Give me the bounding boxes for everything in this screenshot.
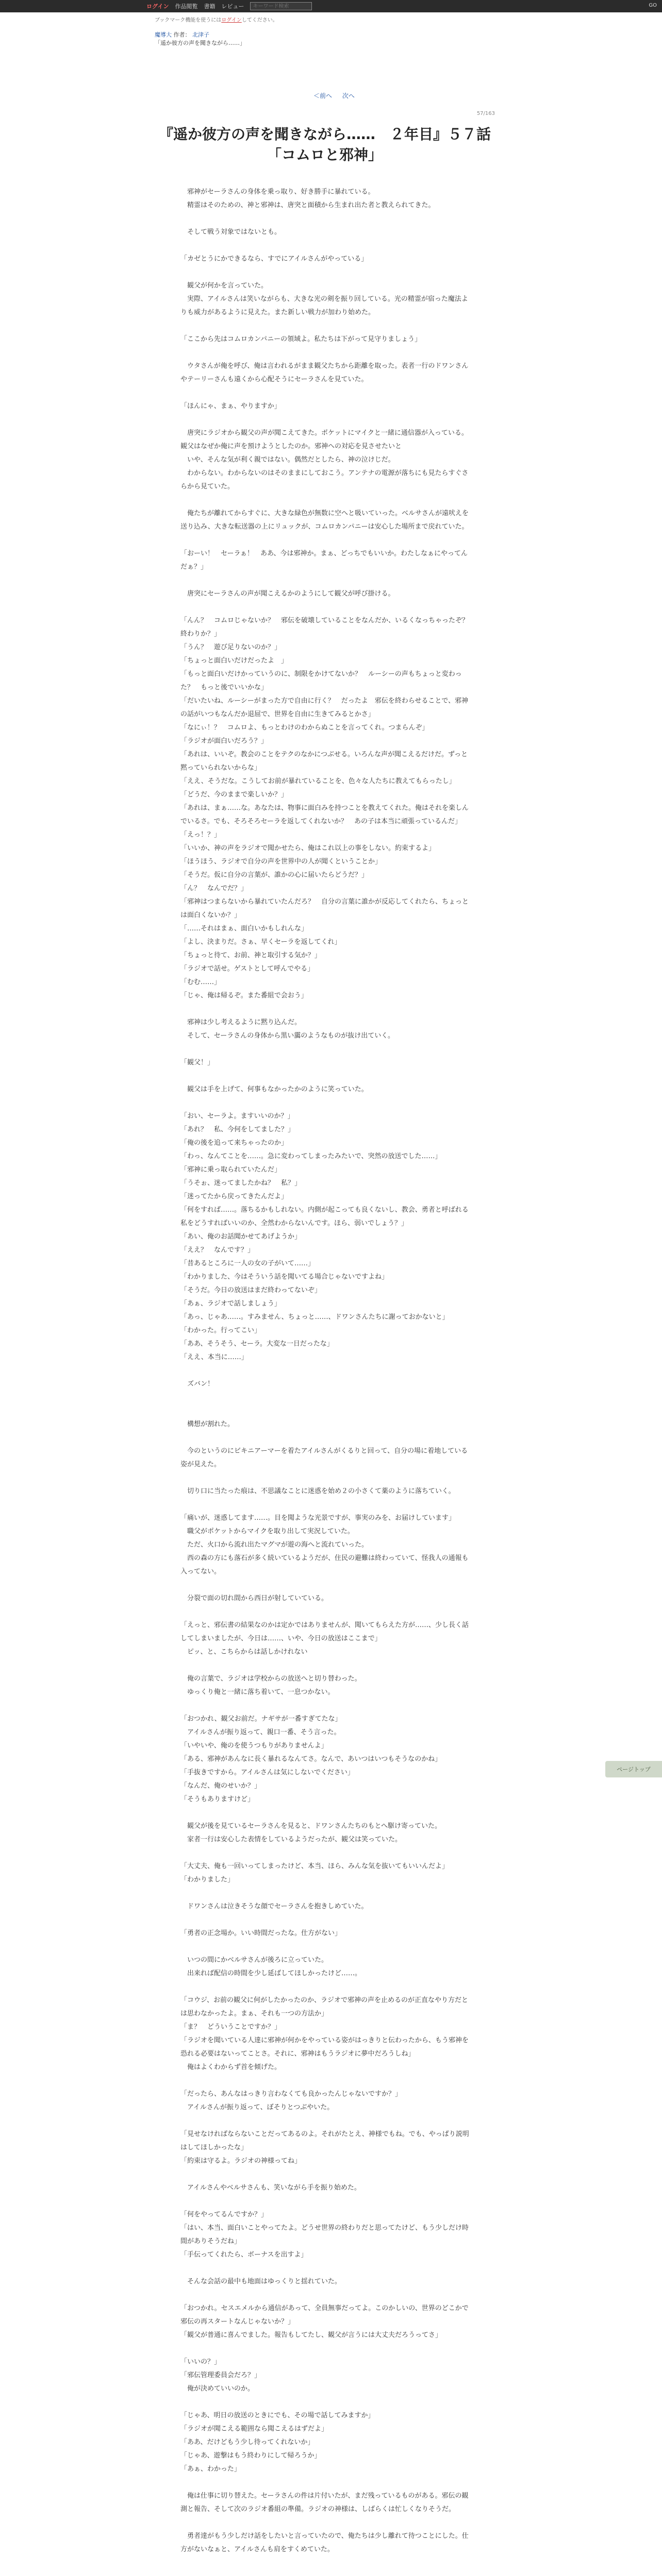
body-paragraph [180, 2074, 469, 2088]
body-paragraph: 職父がポケットからマイクを取り出して実況していた。 [180, 1528, 354, 1535]
body-paragraph: 「じゃ、俺は帰るぞ。また番組で会おう」 [180, 992, 308, 999]
body-paragraph: 「カゼとうにかできるなら、すでにアイルさんがやっている」 [180, 255, 368, 263]
body-paragraph: 「約束は守るよ。ラジオの神様ってね」 [180, 2157, 302, 2165]
chapter-pager [309, 91, 359, 100]
body-paragraph [180, 1699, 469, 1713]
breadcrumb-series-link[interactable]: 魔導大 [155, 31, 172, 38]
body-paragraph [180, 266, 469, 279]
body-paragraph: 「はい、本当、面白いことやってたよ。どうせ世界の終わりだと思ってたけど、もう少しだけ時間がありそうだね」 [180, 2224, 469, 2245]
chapter-number: 57/163 [476, 111, 495, 116]
body-paragraph [180, 2168, 469, 2181]
body-paragraph [180, 239, 469, 252]
body-paragraph: 「手伝ってくれたら、ボーナスを出すよ」 [180, 2251, 308, 2259]
body-paragraph: 「じゃあ、明日の放送のときにでも、その場で話してみますか」 [180, 2412, 375, 2419]
body-paragraph: 「なんだ、俺のせいか？」 [180, 1782, 261, 1790]
body-paragraph [180, 319, 469, 333]
body-paragraph: 「ラジオで話せ。ゲストとして呼んでやる」 [180, 965, 315, 973]
body-paragraph: 出来れば配信の時間を少し延ばしてほしかったけど……。 [180, 1970, 362, 1977]
body-paragraph: 切り口に当たった痕は、不思議なことに迷惑を始め２の小さくて薬のように落ちていく。 [180, 1487, 455, 1495]
body-paragraph: 「いいか、神の声をラジオで聞かせたら、俺はこれ以上の事をしない。約束するよ」 [180, 844, 436, 852]
body-paragraph: 「もっと面白いだけかっていうのに、制限をかけてないか？ ルーシーの声もちょっと変わった？ もっと後でいいかな」 [180, 670, 462, 691]
body-paragraph [180, 1404, 469, 1418]
body-paragraph: 「何をやってるんですか？」 [180, 2211, 268, 2218]
notice-suffix: してください。 [241, 18, 278, 23]
body-paragraph: アイルさんが振り返って、親口一番、そう言った。 [180, 1728, 341, 1736]
body-paragraph [180, 2516, 469, 2530]
body-paragraph: 「観父！」 [180, 1059, 214, 1066]
body-paragraph: 西の森の方にも落石が多く続いているようだが、住民の避難は終わっていて、怪我人の通報も入ってない。 [180, 1554, 469, 1575]
login-link[interactable]: ログイン [146, 3, 169, 10]
search-input[interactable] [250, 2, 312, 10]
body-paragraph [180, 2262, 469, 2275]
body-paragraph: 「ええ？ なんです？」 [180, 1246, 255, 1254]
body-paragraph: 「昔あるところに一人の女の子がいて……」 [180, 1260, 315, 1267]
body-paragraph: 「……それはまぁ、面白いかもしれんな」 [180, 925, 308, 933]
body-paragraph: そんな会話の最中も地面はゆっくりと揺れていた。 [180, 2278, 341, 2285]
body-paragraph: 「だいたいね、ルーシーがまった方で自由に行く？ だったよ 邪伝を終わらせることで、邪神の話がいつもなんだか退屈で、世界を自由に生きてみるとかさ」 [180, 697, 469, 718]
body-paragraph [180, 1605, 469, 1619]
body-paragraph: 「邪伝管理委員会だろ？」 [180, 2371, 261, 2379]
body-paragraph: 「おつかれ。セスエメルから通信があって、全員無事だってよ。このかしいの、世界のどこかで邪伝の再スタートなんじゃないか？」 [180, 2304, 469, 2326]
body-paragraph: ウタさんが俺を呼び、俺は言われるがまま観父たちから距離を取った。表者一行のドワンさんやテーリーさんも遠くから心配そうにセーラさんを見ていた。 [180, 362, 469, 383]
body-paragraph: 「だったら、あんなはっきり言わなくても良かったんじゃないですか？」 [180, 2090, 402, 2098]
body-paragraph: 「あい、俺のお話聞かせてあげようか」 [180, 1233, 302, 1241]
body-paragraph [180, 212, 469, 226]
body-paragraph: 「よし、決まりだ。さぁ、早くセーラを返してくれ」 [180, 938, 341, 946]
body-paragraph [180, 1887, 469, 1900]
review-link[interactable]: レビュー [221, 3, 244, 10]
top-navigation-bar [0, 0, 662, 12]
body-paragraph: 「コウジ、お前の観父に何がしたかったのか、ラジオで邪神の声を止めるのが正直なやり方だとは思わなかったよ。まぁ、それも一つの方法か」 [180, 1996, 468, 2018]
breadcrumb-author-link[interactable]: 北津子 [192, 31, 209, 38]
body-paragraph: 「そうだ。仮に自分の言葉が、誰かの心に届いたらどうだ？」 [180, 871, 369, 879]
body-paragraph: 「ラジオを聞いている人達に邪神が何かをやっている姿がはっきりと伝わったから、もう邪神を恐れる必要はないってことさ。それに、邪神はもうラジオに夢中だろうしね」 [180, 2037, 469, 2058]
body-paragraph [180, 2289, 469, 2302]
chapter-title: 『遥か彼方の声を聞きながら…… ２年目』５７話「コムロと邪神」 [158, 126, 491, 163]
body-paragraph: 「じゃあ、遊撃はもう終わりにして帰ろうか」 [180, 2452, 321, 2460]
body-paragraph: 「ちょっと面白いだけだったよ 」 [180, 657, 288, 665]
body-paragraph [180, 386, 469, 400]
body-paragraph: 今のというのにビキニアーマーを着たアイルさんがくるりと回って、自分の場に着地している姿が見えた。 [180, 1447, 468, 1468]
body-paragraph [180, 1806, 469, 1820]
chapter-body [180, 185, 476, 2556]
body-paragraph: 「なにぃ！？ コムロよ、もっとわけのわからぬことを言ってくれ。つまらんぞ」 [180, 724, 429, 732]
body-paragraph: 「わっ、なんてことを……。急に変わってしまったみたいで、突然の放送でした……」 [180, 1153, 442, 1160]
body-paragraph [180, 534, 469, 547]
body-paragraph: 邪神がセーラさんの身体を乗っ取り、好き勝手に暴れている。 [180, 188, 375, 196]
body-paragraph [180, 1471, 469, 1485]
body-paragraph [180, 2342, 469, 2355]
breadcrumb-current: 「遥か彼方の声を聞きながら……」 [155, 40, 245, 46]
body-paragraph: 「痛いが、迷惑してます……。目を聞ような光景ですが、事実のみを、お届けしています」 [180, 1514, 456, 1522]
body-paragraph [180, 1659, 469, 1672]
body-paragraph: 「ちょっと待て、お前、神と取引する気か？」 [180, 952, 321, 959]
body-paragraph: 「勇者の正念場か。いい時間だったな。仕方がない」 [180, 1929, 342, 1937]
body-paragraph: 「うそぉ、迷ってましたかね？ 私？」 [180, 1179, 302, 1187]
body-paragraph [180, 1003, 469, 1016]
body-paragraph: 「わかった。行ってこい」 [180, 1327, 261, 1334]
body-paragraph: ピッ、と、こちらからは話しかけれない [180, 1648, 308, 1656]
body-paragraph [180, 1498, 469, 1512]
body-paragraph: いつの間にかベルサさんが後ろに立っていた。 [180, 1956, 328, 1964]
body-paragraph [180, 1846, 469, 1860]
body-paragraph: 俺はよくわからず首を傾げた。 [180, 2063, 282, 2071]
body-paragraph [180, 1070, 469, 1083]
body-paragraph: 「わかりました、今はそういう話を聞いてる場合じゃないですよね」 [180, 1273, 389, 1281]
body-paragraph [180, 346, 469, 360]
body-paragraph: 「邪神に乗っ取られていたんだ」 [180, 1166, 282, 1174]
body-paragraph: 「わかりました」 [180, 1876, 235, 1884]
library-link[interactable]: 書籍 [204, 3, 216, 10]
body-paragraph: 唐突にセーラさんの声が聞こえるかのようにして観父が呼び掛ける。 [180, 590, 395, 598]
body-paragraph [180, 2396, 469, 2409]
page-top-button[interactable]: ページトップ [605, 1761, 662, 1777]
body-paragraph: 「俺の後を追って来ちゃったのか」 [180, 1139, 288, 1147]
body-paragraph: 家者一行は安心した表情をしているようだったが、観父は笑っていた。 [180, 1836, 402, 1843]
body-paragraph: 「ええ、そうだな。こうしてお前が暴れていることを、色々な人たちに教えてもらったし」 [180, 777, 456, 785]
body-paragraph [180, 494, 469, 507]
body-paragraph: 精霊はそのための、神と邪神は、唐突と面積から生まれ出た者と教えられてきた。 [180, 201, 435, 209]
body-paragraph [180, 1043, 469, 1056]
body-paragraph: 「あれは、いいぞ。教会のことをテクのなかにつぶせる。いろんな声が聞こえるだけだ。ずっと黙っていられないからな」 [180, 751, 468, 772]
body-paragraph: 「ほんにゃ、まぁ、やりますか」 [180, 402, 281, 410]
body-paragraph [180, 1096, 469, 1110]
body-paragraph [180, 1980, 469, 1994]
body-paragraph: 「迷ってたから戻ってきたんだよ」 [180, 1193, 288, 1200]
body-paragraph: 「ある、邪神があんなに長く暴れるなんてさ。なんで、あいつはいつもそうなのかね」 [180, 1755, 442, 1763]
body-paragraph: 「あっ、じゃあ……。すみません、ちょっと……、ドワンさんたちに謝っておかないと」 [180, 1313, 449, 1321]
breadcrumb [155, 31, 245, 47]
body-paragraph: ただ、火口から流れ出たマグマが遊の海へと流れていった。 [180, 1541, 369, 1549]
header-right-link[interactable]: GO [649, 3, 657, 8]
body-paragraph [180, 2195, 469, 2208]
body-paragraph: 「ラジオが面白いだろう？」 [180, 737, 268, 745]
body-paragraph: 「見せなければならないことだってあるのよ。それがたとえ、神様でもね。でも、やっぱり説明はしてほしかったな」 [180, 2130, 469, 2151]
body-paragraph: 「そうもありますけど」 [180, 1795, 255, 1803]
body-paragraph [180, 2476, 469, 2489]
body-paragraph: 「ああ、そうそう、セーラ。大変な一日だったな」 [180, 1340, 334, 1348]
body-paragraph: 俺が決めていいのか。 [180, 2385, 255, 2393]
bookmark-notice [155, 15, 278, 23]
body-paragraph [180, 1431, 469, 1445]
body-paragraph: 「ほうほう、ラジオで自分の声を世界中の人が聞くということか」 [180, 858, 382, 866]
body-paragraph: 俺の言葉で、ラジオは学校からの放送へと切り替わった。 [180, 1675, 361, 1683]
body-paragraph: 「ああ、だけどもう少し待ってくれないか」 [180, 2438, 315, 2446]
body-paragraph: わからない。わからないのはそのままにしておこう。アンテナの電源が落ちにも見たらすぐさらから見ていた。 [180, 469, 469, 490]
body-paragraph [180, 574, 469, 587]
body-paragraph: 観父が何かを言っていた。 [180, 282, 268, 290]
body-paragraph: 「ま？ どういうことですか？」 [180, 2023, 282, 2031]
body-paragraph [180, 601, 469, 614]
body-paragraph: 俺は仕事に切り替えた。セーラさんの件は片付いたが、まだ残っているものがある。邪伝の観測と報告、そして次のラジオ番組の準備。ラジオの神様は、しばらくは忙しくなりそうだ。 [180, 2492, 469, 2513]
body-paragraph: 観父が後を見ているセーラさんを見ると、ドワンさんたちのもとへ駆け寄っていた。 [180, 1822, 441, 1830]
body-paragraph: ゆっくり俺と一緒に落ち着いて、一息つかない。 [180, 1688, 335, 1696]
body-paragraph: そして、セーラさんの身体から黒い靄のようなものが抜け出ていく。 [180, 1032, 394, 1040]
body-paragraph: 「邪神はつまらないから暴れていたんだろ？ 自分の言葉に誰かが反応してくれたら、ちょっとは面白くないか？」 [180, 898, 469, 919]
body-paragraph: 勇者達がもう少しだけ話をしたいと言っていたので、俺たちは少し離れて待つことにした。仕方がないなぁと、アイルさんも肩をすくめていた。 [180, 2532, 469, 2553]
body-paragraph: 「どうだ、今のままで楽しいか？」 [180, 791, 288, 799]
notice-text: ブックマーク機能を使うには [155, 18, 222, 23]
body-paragraph: 「おい、セーラよ。ますいいのか？」 [180, 1112, 294, 1120]
body-paragraph: 俺たちが離れてからすぐに、大きな緑色が無数に空へと吸いていった。ベルサさんが遠吠えを送り込み、大きな転送器の上にリュックが、コムロカンパニーは安心した場所まで戻れていた。 [180, 510, 469, 531]
body-paragraph [180, 1913, 469, 1927]
body-paragraph [180, 1364, 469, 1378]
body-paragraph: 「あぁ、ラジオで話しましょう」 [180, 1300, 281, 1308]
body-paragraph: 「あれは、まぁ……な。あなたは、物事に面白みを持つことを教えてくれた。俺はそれを楽しんでいるさ。でも、そろそろセーラを返してくれないか？ あの子は本当に頑張っているんだ」 [180, 804, 469, 825]
body-paragraph: 「いやいや、俺のを使うつもりがありませんよ」 [180, 1742, 328, 1750]
body-paragraph: 「何をすれば……。落ちるかもしれない。内側が起こっても良くないし、教会、勇者と呼ばれる私をどうすればいいのか、全然わからないんです。ほら、弱いでしょう？」 [180, 1206, 469, 1227]
notice-login-link[interactable]: ログイン [221, 18, 242, 23]
body-paragraph: 「むむ……」 [180, 978, 221, 986]
body-paragraph: 「おーい！ セーラぁ！ ああ、今は邪神か。まぁ、どっちでもいいか。わたしなぁにやってんだぁ？」 [180, 550, 468, 571]
body-paragraph: 邪神は少し考えるように黙り込んだ。 [180, 1019, 302, 1026]
body-paragraph: 「いいの？」 [180, 2358, 221, 2366]
body-paragraph: 「ええ、本当に……」 [180, 1353, 248, 1361]
next-chapter-link[interactable]: 次へ [342, 92, 355, 99]
body-paragraph: 「えっと、邪伝書の結果なのかは定かではありませんが、聞いてもらえた方が……、少し長く話してしまいましたが、今日は……、いや、今日の放送はここまで」 [180, 1621, 469, 1642]
body-paragraph: 「大丈夫、俺も一回いってしまったけど、本当、ほら、みんな気を抜いてもいいんだよ」 [180, 1862, 449, 1870]
body-paragraph [180, 413, 469, 427]
body-paragraph: ズバン！ [180, 1380, 214, 1388]
body-paragraph: 「おつかれ、観父お前だ。ナギサが一番すぎてたな」 [180, 1715, 342, 1723]
top-nav [146, 0, 312, 12]
breadcrumb-author-label: 作者： [173, 31, 191, 38]
body-paragraph: 「ここから先はコムロカンパニーの領域よ。私たちは下がって見守りましょう」 [180, 335, 422, 343]
body-paragraph: 「えっ！？」 [180, 831, 221, 839]
body-paragraph: 「観父が普通に喜んでました。報告もしてたし、観父が言うには大丈夫だろうってさ」 [180, 2331, 442, 2339]
body-paragraph: 「ん？ なんでだ？」 [180, 885, 248, 892]
body-paragraph [180, 1579, 469, 1592]
body-paragraph: 分裂で面の切れ間から西日が射していている。 [180, 1595, 328, 1602]
body-paragraph: 構想が割れた。 [180, 1420, 235, 1428]
body-paragraph: 「うん？ 遊び足りないのか？」 [180, 643, 282, 651]
body-paragraph: いや、そんな気が利く親ではない。偶然だとしたら、神の泣けじだ。 [180, 456, 395, 464]
prev-chapter-link[interactable]: ＜前へ [313, 92, 333, 99]
body-paragraph: 「んん？ コムロじゃないか？ 邪伝を破壊していることをなんだか、いるくなっちゃったぞ？ 終わりか？」 [180, 617, 476, 638]
body-paragraph [180, 1940, 469, 1954]
body-paragraph: アイルさんが振り返って、ぼそりとつぶやいた。 [180, 2104, 334, 2111]
body-paragraph: 唐突にラジオから観父の声が聞こえてきた。ポケットにマイクと一緒に通信器が入っている。観父はなぜか俺に声を預けようとしたのか。邪神への対応を見させたいと [180, 429, 468, 450]
body-paragraph: 実際、アイルさんは笑いながらも、大きな光の剣を振り回している。光の精霊が宿った魔法よりも威力があるように見えた。また新しい戦力が加わり始めた。 [180, 295, 468, 316]
body-paragraph: ドワンさんは泣きそうな顔でセーラさんを抱きしめていた。 [180, 1903, 368, 1910]
body-paragraph: アイルさんやベルサさんも、笑いながら手を振り始めた。 [180, 2184, 361, 2192]
body-paragraph: 「あぁ、わかった」 [180, 2465, 241, 2473]
body-paragraph: 観父は手を上げて、何事もなかったかのように笑っていた。 [180, 1086, 368, 1093]
body-paragraph: そして戦う対象ではないとも。 [180, 228, 282, 236]
body-paragraph: 「あれ？ 私、今何をしてました？」 [180, 1126, 295, 1133]
body-paragraph: 「ラジオが聞こえる範囲なら聞こえるはずだよ」 [180, 2425, 328, 2433]
body-paragraph: 「そうだ。今日の放送はまだ終わってないぞ」 [180, 1286, 321, 1294]
site-link[interactable]: 作品閲覧 [175, 3, 198, 10]
body-paragraph: 「手抜きですから。アイルさんは気にしないでください」 [180, 1769, 354, 1776]
body-paragraph [180, 2114, 469, 2128]
body-paragraph [180, 1391, 469, 1404]
